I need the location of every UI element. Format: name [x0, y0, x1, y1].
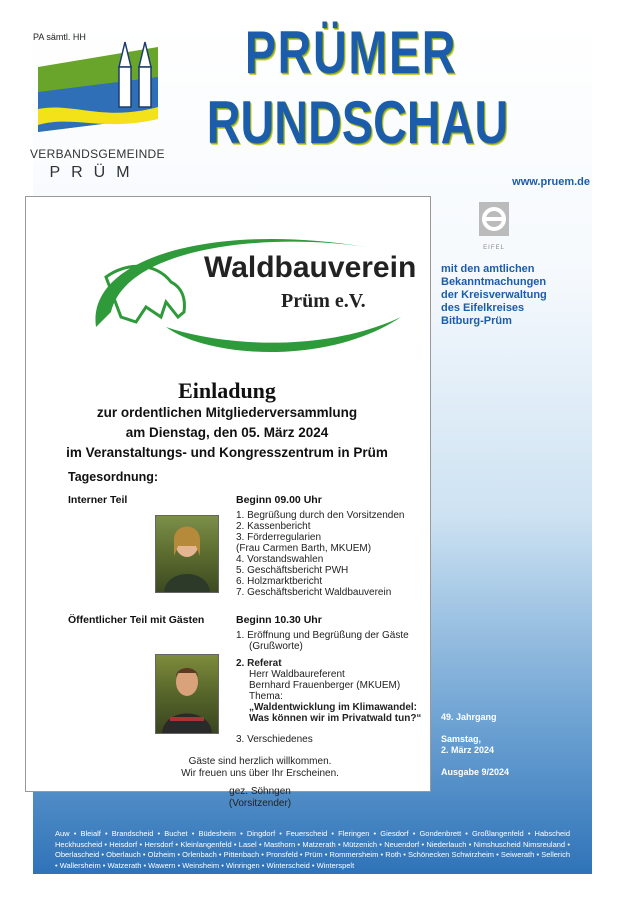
agenda-item: (Grußworte)	[249, 641, 303, 652]
talk-topic: Was können wir im Privatwald tun?“	[249, 713, 422, 724]
welcome-line1: Gäste sind herzlich willkommen.	[188, 756, 332, 767]
welcome-line2: Wir freuen uns über Ihr Erscheinen.	[181, 768, 339, 779]
internal-label: Interner Teil	[68, 494, 128, 506]
masthead-title-line1: PRÜMER	[244, 19, 458, 86]
agenda-item: 3. Förderregularien	[236, 532, 322, 543]
eifel-e-icon	[477, 200, 511, 240]
invitation-line2: am Dienstag, den 05. März 2024	[125, 425, 329, 440]
agenda-item: Bernhard Frauenberger (MKUEM)	[249, 680, 401, 691]
public-item-2	[236, 658, 421, 724]
municipality-logo	[33, 37, 163, 152]
internal-agenda-list	[236, 510, 404, 598]
eifel-label: EIFEL	[483, 245, 505, 251]
agenda-item: 1. Begrüßung durch den Vorsitzenden	[236, 510, 405, 521]
issue-date: 2. März 2024	[441, 745, 495, 755]
eifel-logo	[477, 200, 511, 252]
issue-day: Samstag,	[441, 734, 482, 744]
public-item-1	[236, 630, 409, 652]
agenda-item: (Frau Carmen Barth, MKUEM)	[236, 543, 372, 554]
agenda-item: 7. Geschäftsbericht Waldbauverein	[236, 587, 392, 598]
issue-volume: 49. Jahrgang	[441, 712, 497, 722]
municipality-name: VERBANDSGEMEINDE	[30, 147, 165, 161]
internal-time: Beginn 09.00 Uhr	[236, 494, 322, 506]
man-portrait-icon	[156, 655, 218, 733]
signature-line1: gez. Söhngen	[229, 786, 291, 797]
agenda-item-title: 2. Referat	[236, 658, 282, 669]
agenda-item: 2. Kassenbericht	[236, 521, 311, 532]
agenda-title: Tagesordnung:	[68, 470, 159, 484]
invitation-line3: im Veranstaltungs- und Kongresszentrum in Prüm	[66, 445, 388, 460]
official-notice: mit den amtlichen Bekanntmachungen der Kreisverwaltung des Eifelkreises Bitburg-Prüm	[441, 263, 547, 327]
agenda-item: 5. Geschäftsbericht PWH	[236, 565, 349, 576]
distribution-note: PA sämtl. HH	[33, 32, 86, 42]
org-sub: Prüm e.V.	[281, 290, 366, 312]
agenda-item: Herr Waldbaureferent	[249, 669, 345, 680]
agenda-item: 6. Holzmarktbericht	[236, 576, 323, 587]
agenda-item: Thema:	[249, 691, 283, 702]
public-item-3: 3. Verschiedenes	[236, 734, 313, 745]
public-time: Beginn 10.30 Uhr	[236, 614, 322, 626]
website-link[interactable]: www.pruem.de	[512, 176, 590, 188]
municipality-city: PRÜM	[49, 164, 141, 181]
waldbauverein-logo	[66, 217, 426, 367]
signature-line2: (Vorsitzender)	[228, 798, 292, 809]
org-name: Waldbauverein	[204, 251, 417, 284]
invitation-heading: Einladung	[178, 378, 276, 403]
talk-topic: „Waldentwicklung im Klimawandel:	[249, 702, 417, 713]
public-label: Öffentlicher Teil mit Gästen	[68, 614, 205, 626]
agenda-item: 1. Eröffnung und Begrüßung der Gäste	[236, 630, 409, 641]
speaker-photo-woman	[155, 515, 219, 593]
issue-edition: Ausgabe 9/2024	[441, 767, 510, 777]
invitation-line1: zur ordentlichen Mitgliederversammlung	[96, 405, 358, 420]
speaker-photo-man	[155, 654, 219, 734]
member-towns-list: Auw • Bleialf • Brandscheid • Buchet • Büdesheim • Dingdorf • Feuerscheid • Fleringen • Giesdorf • Gondenbrett • Großlangenfeld • Habscheid Heckhuscheid • Heisdorf • Hersdorf • Kleinlangenfeld • Lasel • Masthorn • Matzerath • Mützenich • Neuendorf • Niederlauch • Nimshuscheid Nimsreuland • Oberlascheid • Oberlauch • Olzheim • Orlenbach • Pittenbach • Pronsfeld • Prüm • Rommersheim • Roth • Schönecken Schwirzheim • Seiwerath • Sellerich • Wallersheim • Watzerath • Wawern • Weinsheim • Winringen • Winterscheid • Winterspelt	[55, 829, 570, 870]
woman-portrait-icon	[156, 516, 218, 592]
agenda-item: 4. Vorstandswahlen	[236, 554, 324, 565]
masthead-title-line2: RUNDSCHAU	[206, 89, 509, 156]
